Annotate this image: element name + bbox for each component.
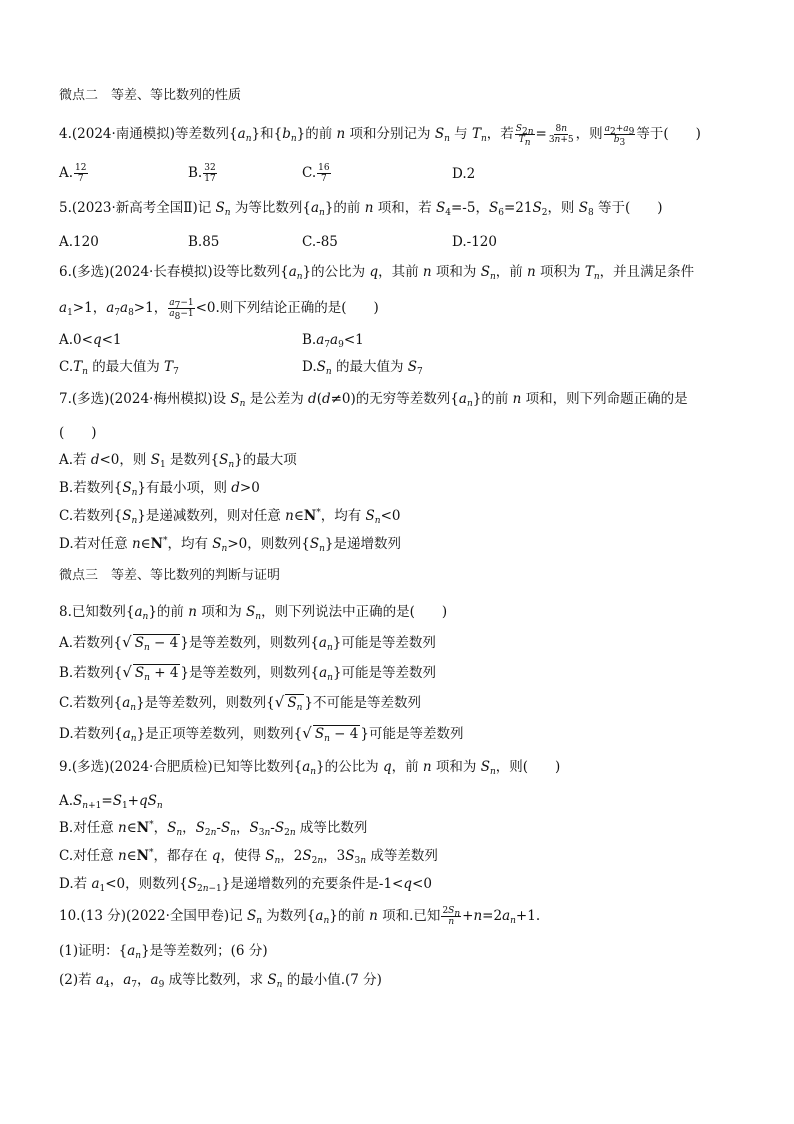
question-7-line2: ( ): [59, 425, 97, 441]
question-4: 4.(2024·南通模拟)等差数列$\{a_n\}$和$\{b_n\}$的前 n 项和分别记为 $S_n$ 与 $T_n$，若 $\frac{S_{2n}}{T_n}$ = $\frac{8n}{3n+5}$ ，则 $\frac{a_2+a_9}{b_3}$ 等于( ): [59, 124, 701, 148]
q4-option-a[interactable]: A. $\frac{12}{7}$: [59, 163, 87, 184]
q7-option-d[interactable]: D.若对任意 n∈N*，均有 $S_n>0$，则数列$\{S_n\}$是递增数列: [59, 536, 401, 554]
q9-option-b[interactable]: B.对任意 n∈N*，$S_n$，$S_{2n}-S_n$，$S_{3n}-S_{2n}$ 成等比数列: [59, 820, 368, 838]
section-heading-2: 微点二 等差、等比数列的性质: [59, 88, 242, 103]
q5-option-d[interactable]: D.-120: [452, 234, 497, 250]
q6-option-b[interactable]: $B.a_7a_9<1$: [302, 332, 364, 350]
q8-option-b[interactable]: B.若数列{√ $S_n + 4$ }是等差数列，则数列$\{a_n\}$可能是等差数列: [59, 663, 437, 683]
q4-option-c[interactable]: C. $\frac{16}{7}$: [302, 163, 330, 184]
q4-option-d[interactable]: D.2: [452, 166, 476, 182]
q5-option-a[interactable]: A.120: [59, 234, 99, 250]
q7-option-c[interactable]: C.若数列$\{S_n\}$是递减数列，则对任意 n∈N*，均有 $S_n<0$: [59, 508, 401, 526]
question-8: 8.已知数列$\{a_n\}$的前 n 项和为 $S_n$，则下列说法中正确的是( ): [59, 604, 448, 622]
q8-option-d[interactable]: D.若数列$\{a_n\}$是正项等差数列，则数列{√ $S_n - 4$ }可能是等差数列: [59, 724, 464, 744]
question-5: 5.(2023·新高考全国Ⅱ)记 $S_n$ 为等比数列$\{a_n\}$的前 n 项和，若 $S_4=-5$，$S_6=21S_2$，则 $S_8$ 等于( ): [59, 200, 663, 218]
q4-option-b[interactable]: B. $\frac{32}{17}$: [188, 163, 216, 184]
q10-part-1: (1)证明：$\{a_n\}$是等差数列；(6 分): [59, 943, 268, 961]
question-7-line1: 7.(多选)(2024·梅州模拟)设 $S_n$ 是公差为 d(d≠0)的无穷等差数列$\{a_n\}$的前 n 项和，则下列命题正确的是: [59, 391, 688, 409]
q7-option-b[interactable]: B.若数列$\{S_n\}$有最小项，则 d>0: [59, 480, 260, 498]
q5-option-b[interactable]: B.85: [188, 234, 220, 250]
q8-option-c[interactable]: C.若数列$\{a_n\}$是等差数列，则数列{√ $S_n$ }不可能是等差数列: [59, 693, 421, 713]
q5-option-c[interactable]: C.-85: [302, 234, 338, 250]
q9-option-a[interactable]: $A.S_{n+1}=S_1+qS_n$: [59, 793, 163, 811]
question-9: 9.(多选)(2024·合肥质检)已知等比数列$\{a_n\}$的公比为 q，前 n 项和为 $S_n$，则( ): [59, 759, 561, 777]
q6-option-c[interactable]: $C.T_n$ 的最大值为 $T_7$: [59, 359, 179, 377]
q8-option-a[interactable]: A.若数列{√ $S_n - 4$ }是等差数列，则数列$\{a_n\}$可能是等差数列: [59, 633, 436, 653]
q9-option-d[interactable]: D.若 $a_1<0$，则数列$\{S_{2n-1}\}$是递增数列的充要条件是-1<q<0: [59, 876, 432, 894]
question-10: 10.(13 分)(2022·全国甲卷)记 $S_n$ 为数列$\{a_n\}$的前 n 项和.已知 $\frac{2S_n}{n}$ $+n=2a_n+1$.: [59, 906, 541, 927]
q10-part-2: (2)若 $a_4$，$a_7$，$a_9$ 成等比数列，求 $S_n$ 的最小值.(7 分): [59, 972, 382, 990]
question-6-line1: 6.(多选)(2024·长春模拟)设等比数列$\{a_n\}$的公比为 q，其前 n 项和为 $S_n$，前 n 项积为 $T_n$，并且满足条件: [59, 264, 695, 282]
q7-option-a[interactable]: A.若 d<0，则 $S_1$ 是数列$\{S_n\}$的最大项: [59, 452, 297, 470]
q9-option-c[interactable]: C.对任意 n∈N*，都存在 q，使得 $S_n$，$2S_{2n}$，$3S_{3n}$ 成等差数列: [59, 848, 438, 866]
q6-option-d[interactable]: $D.S_n$ 的最大值为 $S_7$: [302, 359, 423, 377]
question-6-line2: $a_1>1$，$a_7a_8>1$， $\frac{a_7-1}{a_8-1}$ <0.则下列结论正确的是( ): [59, 298, 379, 322]
section-heading-3: 微点三 等差、等比数列的判断与证明: [59, 568, 281, 583]
q6-option-a[interactable]: A.0<q<1: [59, 332, 122, 348]
